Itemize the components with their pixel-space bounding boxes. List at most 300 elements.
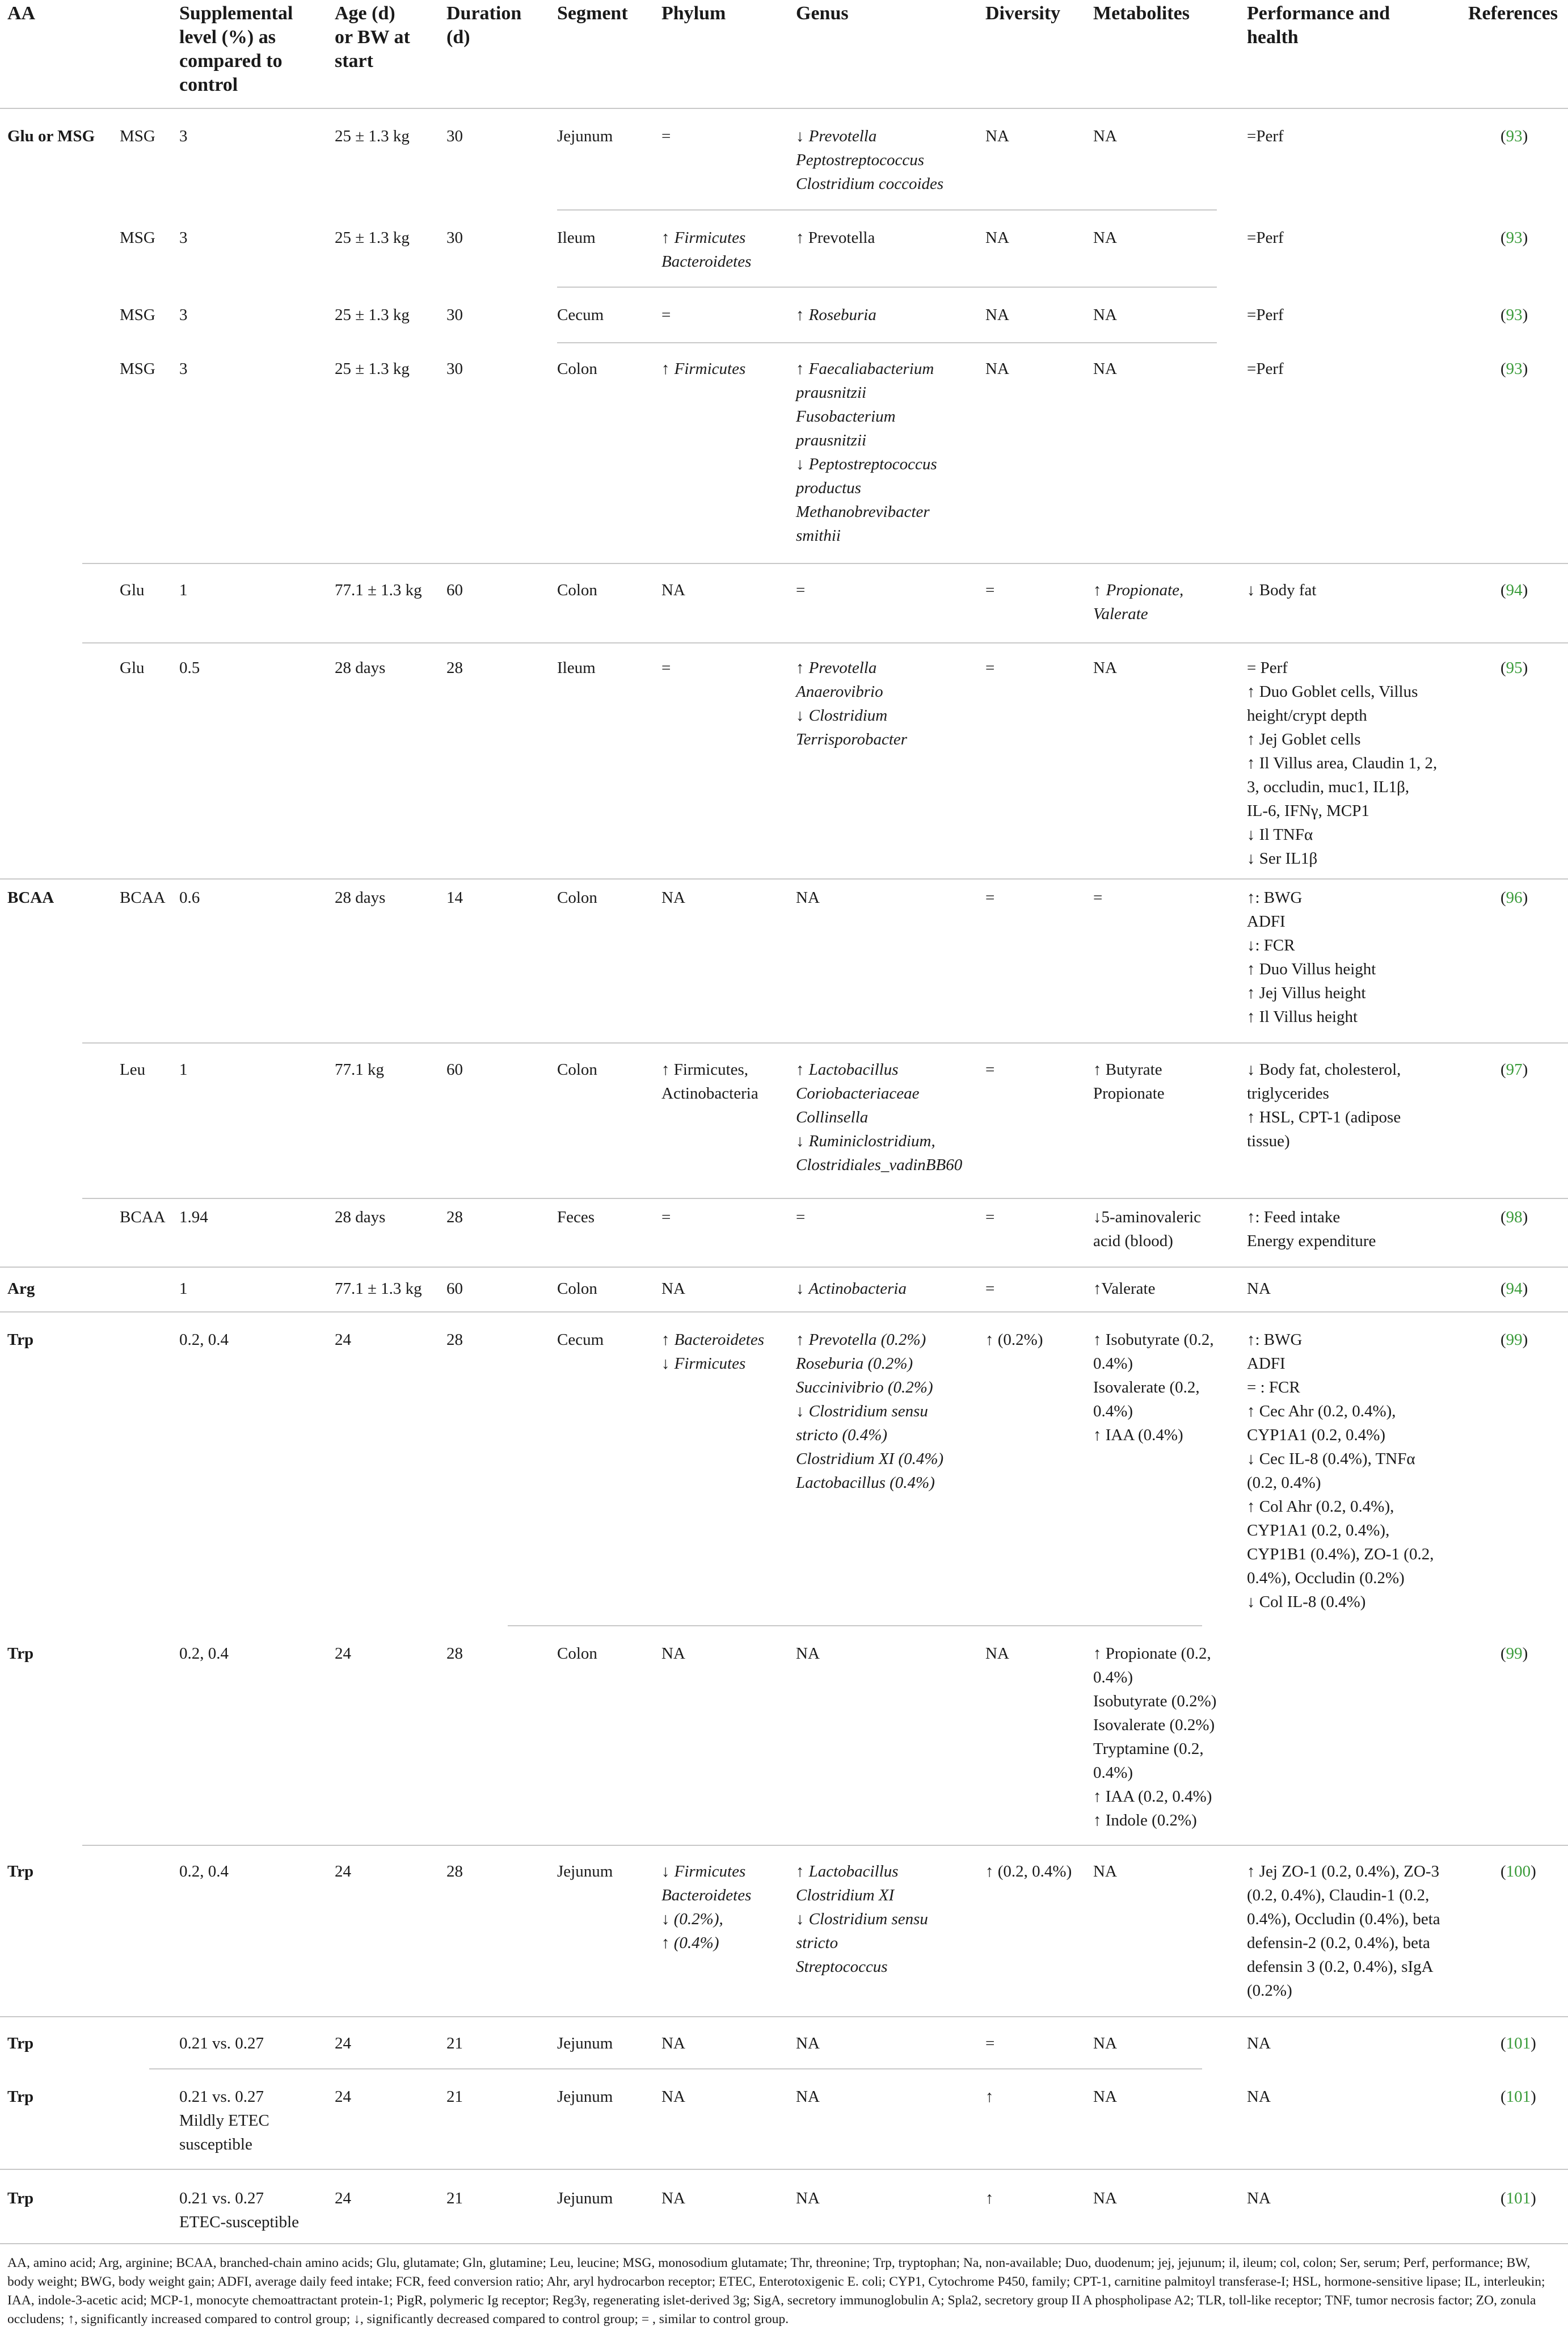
level-cell xyxy=(179,1328,229,1352)
row-divider xyxy=(82,1845,1568,1846)
ref-cell: (93) xyxy=(1500,306,1528,324)
genus-line: ↑ Prevotella xyxy=(796,229,875,247)
perf-line: height/crypt depth xyxy=(1247,706,1367,725)
metab-line: acid (blood) xyxy=(1093,1232,1173,1250)
aa-cell xyxy=(7,1277,35,1301)
dur-line: 28 xyxy=(446,1862,463,1881)
taxon-name: Prevotella xyxy=(808,127,877,145)
aa-cell xyxy=(7,2085,33,2109)
perf-line: Energy expenditure xyxy=(1247,1232,1376,1250)
genus-cell xyxy=(796,1328,943,1495)
genus-line xyxy=(796,1153,962,1177)
reference-link[interactable]: 98 xyxy=(1506,1208,1523,1226)
diversity-line: = xyxy=(985,1208,995,1226)
metab-cell xyxy=(1093,1642,1216,1832)
level-cell xyxy=(179,226,188,250)
metab-line: ↑ Propionate (0.2, xyxy=(1093,1644,1211,1663)
seg-cell xyxy=(557,2186,613,2210)
header-metabolites xyxy=(1093,2,1190,26)
row-divider xyxy=(82,563,1568,564)
taxon-name: Peptostreptococcus xyxy=(796,151,925,169)
perf-line: ↑ Col Ahr (0.2, 0.4%), xyxy=(1247,1497,1394,1516)
sub-line: MSG xyxy=(120,229,155,247)
phylum-line: NA xyxy=(661,2034,685,2052)
metab-cell xyxy=(1093,303,1117,327)
reference-link[interactable]: 95 xyxy=(1506,659,1523,677)
genus-line: NA xyxy=(796,2034,820,2052)
genus-line xyxy=(796,1399,943,1423)
seg-line: Colon xyxy=(557,1280,597,1298)
taxon-name: Lactobacillus xyxy=(808,1061,899,1079)
reference-link[interactable]: 99 xyxy=(1506,1331,1523,1349)
aa-cell xyxy=(7,886,54,910)
metab-cell xyxy=(1093,124,1117,148)
sub-line: MSG xyxy=(120,360,155,378)
reference-link[interactable]: 93 xyxy=(1506,127,1523,145)
diversity-cell xyxy=(985,1058,994,1082)
header-line: Phylum xyxy=(661,3,726,24)
age-line: 24 xyxy=(335,2034,351,2052)
taxon-name: ↓ (0.2%), xyxy=(661,1910,723,1928)
reference-link[interactable]: 94 xyxy=(1506,1280,1523,1298)
header-references xyxy=(1468,2,1558,26)
header-supplemental-level xyxy=(179,2,293,97)
diversity-line: NA xyxy=(985,306,1009,324)
aa-line: Trp xyxy=(7,2088,34,2106)
perf-line: (0.2%) xyxy=(1247,1982,1292,2000)
sub-line: BCAA xyxy=(120,889,166,907)
direction-arrow: ↑ xyxy=(796,1331,804,1349)
genus-line xyxy=(796,1375,943,1399)
phylum-cell xyxy=(661,2186,685,2210)
genus-cell xyxy=(796,303,876,327)
genus-line xyxy=(796,303,876,327)
diversity-line: = xyxy=(985,2034,995,2052)
genus-line: NA xyxy=(796,1644,820,1663)
reference-link[interactable]: 101 xyxy=(1506,2034,1531,2052)
age-cell xyxy=(335,656,385,680)
level-line: ETEC-susceptible xyxy=(179,2213,300,2231)
metab-cell xyxy=(1093,2186,1117,2210)
phylum-cell xyxy=(661,1205,671,1229)
age-cell xyxy=(335,1058,384,1082)
age-line: 25 ± 1.3 kg xyxy=(335,127,410,145)
aa-cell xyxy=(7,2186,33,2210)
phylum-line: = xyxy=(661,1208,671,1226)
table-row xyxy=(0,2186,1568,2231)
aa-line: Trp xyxy=(7,1644,34,1663)
ref-cell: (99) xyxy=(1500,1331,1528,1349)
genus-line xyxy=(796,405,937,428)
diversity-line: = xyxy=(985,659,995,677)
level-line: 0.2, 0.4 xyxy=(179,1862,229,1881)
metab-cell xyxy=(1093,656,1117,680)
phylum-cell xyxy=(661,1277,685,1301)
dur-cell xyxy=(446,1205,463,1229)
aa-line: Glu or MSG xyxy=(7,127,95,145)
aa-cell xyxy=(7,1642,33,1665)
phylum-cell xyxy=(661,1058,758,1105)
genus-line xyxy=(796,1423,943,1447)
perf-line: tissue) xyxy=(1247,1132,1290,1150)
metab-cell xyxy=(1093,578,1183,626)
sub-line: Glu xyxy=(120,581,145,599)
diversity-cell xyxy=(985,2031,994,2055)
age-line: 25 ± 1.3 kg xyxy=(335,306,410,324)
dur-cell xyxy=(446,303,463,327)
taxon-name: Peptostreptococcus xyxy=(808,455,937,473)
metab-line: 0.4%) xyxy=(1093,1402,1133,1420)
reference-link[interactable]: 99 xyxy=(1506,1644,1523,1663)
phylum-cell xyxy=(661,1860,751,1955)
diversity-line: = xyxy=(985,889,995,907)
taxon-name: Clostridium coccoides xyxy=(796,175,944,193)
diversity-cell xyxy=(985,2186,994,2210)
genus-line xyxy=(796,1105,962,1129)
metab-line: ↑Valerate xyxy=(1093,1280,1156,1298)
age-cell xyxy=(335,124,410,148)
metab-cell xyxy=(1093,357,1117,381)
diversity-line: ↑ (0.2%) xyxy=(985,1331,1043,1349)
taxon-name: Anaerovibrio xyxy=(796,683,883,701)
taxon-name: Bacteroidetes xyxy=(661,1886,752,1904)
direction-arrow: ↓ xyxy=(796,1910,804,1928)
dur-cell xyxy=(446,1328,463,1352)
taxon-name: Propionate, xyxy=(1106,581,1184,599)
dur-line: 30 xyxy=(446,127,463,145)
perf-line: NA xyxy=(1247,1280,1271,1298)
perf-line: 0.4%), Occludin (0.2%) xyxy=(1247,1569,1405,1587)
header-line: level (%) as xyxy=(179,27,276,48)
metab-cell xyxy=(1093,1328,1214,1447)
genus-line xyxy=(796,1471,943,1495)
genus-line xyxy=(796,1907,928,1931)
seg-cell xyxy=(557,357,597,381)
diversity-cell xyxy=(985,1860,1072,1883)
perf-line: ↓: FCR xyxy=(1247,936,1295,954)
dur-line: 21 xyxy=(446,2088,463,2106)
diversity-line: = xyxy=(985,1280,995,1298)
header-line: Age (d) xyxy=(335,3,395,24)
perf-cell xyxy=(1247,226,1284,250)
diversity-cell xyxy=(985,656,994,680)
phylum-line xyxy=(661,250,751,274)
direction-arrow: ↑ xyxy=(661,229,670,247)
perf-line: defensin-2 (0.2, 0.4%), beta xyxy=(1247,1934,1430,1952)
seg-line: Jejunum xyxy=(557,127,613,145)
level-line: 0.5 xyxy=(179,659,200,677)
metab-cell xyxy=(1093,1277,1156,1301)
genus-line xyxy=(796,172,943,196)
age-cell xyxy=(335,578,422,602)
metab-line: Isobutyrate (0.2%) xyxy=(1093,1692,1217,1710)
seg-cell xyxy=(557,303,604,327)
genus-line xyxy=(796,704,907,727)
metab-line: Isovalerate (0.2%) xyxy=(1093,1716,1215,1734)
taxon-name: Clostridium sensu xyxy=(808,1910,928,1928)
sub-line: MSG xyxy=(120,306,155,324)
age-line: 25 ± 1.3 kg xyxy=(335,360,410,378)
perf-line: NA xyxy=(1247,2034,1271,2052)
perf-line: =Perf xyxy=(1247,306,1284,324)
taxon-name: stricto (0.4%) xyxy=(796,1426,888,1444)
metab-line xyxy=(1093,602,1183,626)
direction-arrow: ↑ xyxy=(796,306,804,324)
header-line: Supplemental xyxy=(179,3,293,24)
genus-cell xyxy=(796,357,937,548)
level-line: 3 xyxy=(179,229,188,247)
direction-arrow: ↓ xyxy=(796,1132,804,1150)
table-row xyxy=(0,124,1568,193)
aa-line: Trp xyxy=(7,2034,34,2052)
ref-cell: (100) xyxy=(1500,1862,1536,1881)
phylum-line xyxy=(661,1860,751,1883)
age-cell xyxy=(335,1277,422,1301)
perf-line: = : FCR xyxy=(1247,1378,1300,1396)
metab-line: ↑ Isobutyrate (0.2, xyxy=(1093,1331,1214,1349)
header-duration xyxy=(446,2,521,49)
aa-cell xyxy=(7,2031,33,2055)
phylum-line: NA xyxy=(661,581,685,599)
aa-line: BCAA xyxy=(7,889,54,907)
perf-line: 0.4%), Occludin (0.4%), beta xyxy=(1247,1910,1440,1928)
ref-cell: (93) xyxy=(1500,127,1528,145)
seg-cell xyxy=(557,124,613,148)
seg-cell xyxy=(557,886,597,910)
level-cell xyxy=(179,1277,188,1301)
seg-line: Jejunum xyxy=(557,2034,613,2052)
seg-cell xyxy=(557,2031,613,2055)
genus-line xyxy=(796,1883,928,1907)
perf-cell xyxy=(1247,1058,1401,1153)
direction-arrow: ↑ xyxy=(796,659,804,677)
dur-line: 21 xyxy=(446,2034,463,2052)
direction-arrow: ↓ xyxy=(796,1402,804,1420)
level-cell xyxy=(179,1205,208,1229)
diversity-line: = xyxy=(985,581,995,599)
dur-cell xyxy=(446,2031,463,2055)
phylum-line xyxy=(661,1352,764,1375)
taxon-name: stricto xyxy=(796,1934,838,1952)
taxon-name: Fusobacterium xyxy=(796,407,896,426)
phylum-line: = xyxy=(661,127,671,145)
age-cell xyxy=(335,1205,385,1229)
perf-cell xyxy=(1247,1328,1434,1614)
dur-cell xyxy=(446,886,463,910)
perf-line: ↓ Col IL-8 (0.4%) xyxy=(1247,1593,1366,1611)
dur-line: 30 xyxy=(446,229,463,247)
taxon-name: productus xyxy=(796,479,861,497)
table-row xyxy=(0,2031,1568,2052)
ref-cell: (95) xyxy=(1500,659,1528,677)
metab-line: Isovalerate (0.2, xyxy=(1093,1378,1200,1396)
dur-line: 21 xyxy=(446,2189,463,2207)
perf-line: ↓ Ser IL1β xyxy=(1247,849,1318,868)
age-line: 24 xyxy=(335,1644,351,1663)
taxon-name: Firmicutes xyxy=(674,1354,746,1373)
dur-line: 60 xyxy=(446,1061,463,1079)
age-line: 28 days xyxy=(335,659,386,677)
ref-cell: (98) xyxy=(1500,1208,1528,1226)
phylum-line: = xyxy=(661,659,671,677)
metab-line: NA xyxy=(1093,360,1117,378)
genus-cell xyxy=(796,1642,820,1665)
phylum-line xyxy=(661,1907,751,1931)
phylum-line: = xyxy=(661,306,671,324)
metab-line: NA xyxy=(1093,1862,1117,1881)
genus-cell xyxy=(796,1860,928,1979)
phylum-cell xyxy=(661,656,671,680)
direction-arrow: ↓ xyxy=(796,706,804,725)
aa-cell xyxy=(7,1860,33,1883)
perf-cell xyxy=(1247,303,1284,327)
perf-cell xyxy=(1247,1277,1271,1301)
seg-cell xyxy=(557,1058,597,1082)
direction-arrow: ↑ xyxy=(796,1061,804,1079)
level-cell xyxy=(179,2186,299,2234)
genus-line xyxy=(796,1058,962,1082)
level-cell xyxy=(179,357,188,381)
taxon-name: Actinobacteria xyxy=(808,1280,907,1298)
genus-line: NA xyxy=(796,2189,820,2207)
diversity-cell xyxy=(985,1642,1009,1665)
metab-line: = xyxy=(1093,889,1103,907)
taxon-name: Terrisporobacter xyxy=(796,730,908,748)
dur-cell xyxy=(446,1642,463,1665)
reference-link[interactable]: 100 xyxy=(1506,1862,1531,1881)
level-line: 1 xyxy=(179,581,188,599)
phylum-line: ↑ Firmicutes, xyxy=(661,1061,749,1079)
aa-line: Trp xyxy=(7,2189,34,2207)
perf-line: ADFI xyxy=(1247,1354,1285,1373)
row-divider xyxy=(557,209,1217,211)
diversity-cell xyxy=(985,1277,994,1301)
perf-line: ↑ Cec Ahr (0.2, 0.4%), xyxy=(1247,1402,1396,1420)
reference-link[interactable]: 93 xyxy=(1506,306,1523,324)
reference-link[interactable]: 101 xyxy=(1506,2088,1531,2106)
diversity-cell xyxy=(985,1328,1043,1352)
reference-link[interactable]: 93 xyxy=(1506,360,1523,378)
age-line: 77.1 kg xyxy=(335,1061,384,1079)
genus-line: = xyxy=(796,581,806,599)
reference-link[interactable]: 96 xyxy=(1506,889,1523,907)
age-line: 28 days xyxy=(335,889,386,907)
reference-link[interactable]: 101 xyxy=(1506,2189,1531,2207)
genus-line xyxy=(796,148,943,172)
taxon-name: prausnitzii xyxy=(796,431,867,449)
genus-cell xyxy=(796,226,875,250)
age-line: 77.1 ± 1.3 kg xyxy=(335,581,422,599)
phylum-line: NA xyxy=(661,889,685,907)
taxon-name: Clostridium XI xyxy=(796,1886,895,1904)
sub-line: BCAA xyxy=(120,1208,166,1226)
taxon-name: Clostridium XI (0.4%) xyxy=(796,1450,944,1468)
taxon-name: Clostridium xyxy=(808,706,888,725)
genus-line xyxy=(796,357,937,381)
level-cell xyxy=(179,578,188,602)
perf-line: ↑ Duo Goblet cells, Villus xyxy=(1247,683,1418,701)
reference-link[interactable]: 97 xyxy=(1506,1061,1523,1079)
metab-line xyxy=(1093,578,1183,602)
genus-cell xyxy=(796,2031,820,2055)
metab-line: NA xyxy=(1093,659,1117,677)
ref-cell: (97) xyxy=(1500,1061,1528,1079)
age-line: 24 xyxy=(335,2088,351,2106)
dur-cell xyxy=(446,1860,463,1883)
dur-cell xyxy=(446,656,463,680)
diversity-line: = xyxy=(985,1061,995,1079)
seg-line: Colon xyxy=(557,1061,597,1079)
ref-cell: (94) xyxy=(1500,1280,1528,1298)
metab-line: ↑ IAA (0.2, 0.4%) xyxy=(1093,1787,1212,1806)
sub-cell xyxy=(120,226,155,250)
age-line: 24 xyxy=(335,1862,351,1881)
age-line: 77.1 ± 1.3 kg xyxy=(335,1280,422,1298)
ref-cell: (99) xyxy=(1500,1644,1528,1663)
metab-cell xyxy=(1093,886,1102,910)
ref-cell: (93) xyxy=(1500,360,1528,378)
row-divider xyxy=(82,642,1568,643)
seg-cell xyxy=(557,226,596,250)
reference-link[interactable]: 93 xyxy=(1506,229,1523,247)
sub-line: MSG xyxy=(120,127,155,145)
taxon-name: Collinsella xyxy=(796,1108,869,1126)
perf-line: ADFI xyxy=(1247,912,1285,931)
ref-cell: (93) xyxy=(1500,229,1528,247)
dur-cell xyxy=(446,226,463,250)
perf-line: ↑ Jej Villus height xyxy=(1247,984,1366,1002)
phylum-cell xyxy=(661,578,685,602)
genus-cell xyxy=(796,124,943,196)
header-line: start xyxy=(335,51,373,71)
taxon-name: Firmicutes xyxy=(674,1862,746,1881)
direction-arrow: ↓ xyxy=(796,127,804,145)
level-line: 3 xyxy=(179,306,188,324)
metab-cell xyxy=(1093,1205,1201,1253)
perf-line: 3, occludin, muc1, IL1β, xyxy=(1247,778,1410,796)
dur-cell xyxy=(446,124,463,148)
direction-arrow: ↓ xyxy=(796,455,804,473)
header-line: Genus xyxy=(796,3,849,24)
sub-cell xyxy=(120,578,145,602)
row-divider xyxy=(82,1198,1568,1199)
age-line: 24 xyxy=(335,2189,351,2207)
perf-line: =Perf xyxy=(1247,229,1284,247)
genus-line: = xyxy=(796,1208,806,1226)
diversity-cell xyxy=(985,124,1009,148)
metab-line: ↑ Butyrate xyxy=(1093,1061,1162,1079)
perf-cell xyxy=(1247,2085,1271,2109)
taxon-name: ↑ (0.4%) xyxy=(661,1934,719,1952)
direction-arrow: ↑ xyxy=(1093,581,1102,599)
diversity-line: ↑ xyxy=(985,2088,994,2106)
perf-line: ↑ Jej Goblet cells xyxy=(1247,730,1361,748)
perf-cell xyxy=(1247,2186,1271,2210)
level-line: 0.21 vs. 0.27 xyxy=(179,2088,264,2106)
seg-line: Colon xyxy=(557,1644,597,1663)
group-divider xyxy=(0,1267,1568,1268)
header-line: control xyxy=(179,74,238,95)
dur-cell xyxy=(446,357,463,381)
age-cell xyxy=(335,886,385,910)
genus-line xyxy=(796,1082,962,1105)
group-divider xyxy=(0,2169,1568,2170)
aa-cell xyxy=(7,124,95,148)
header-segment xyxy=(557,2,628,26)
taxon-name: Streptococcus xyxy=(796,1958,888,1976)
reference-link[interactable]: 94 xyxy=(1506,581,1523,599)
metab-line: NA xyxy=(1093,2189,1117,2207)
